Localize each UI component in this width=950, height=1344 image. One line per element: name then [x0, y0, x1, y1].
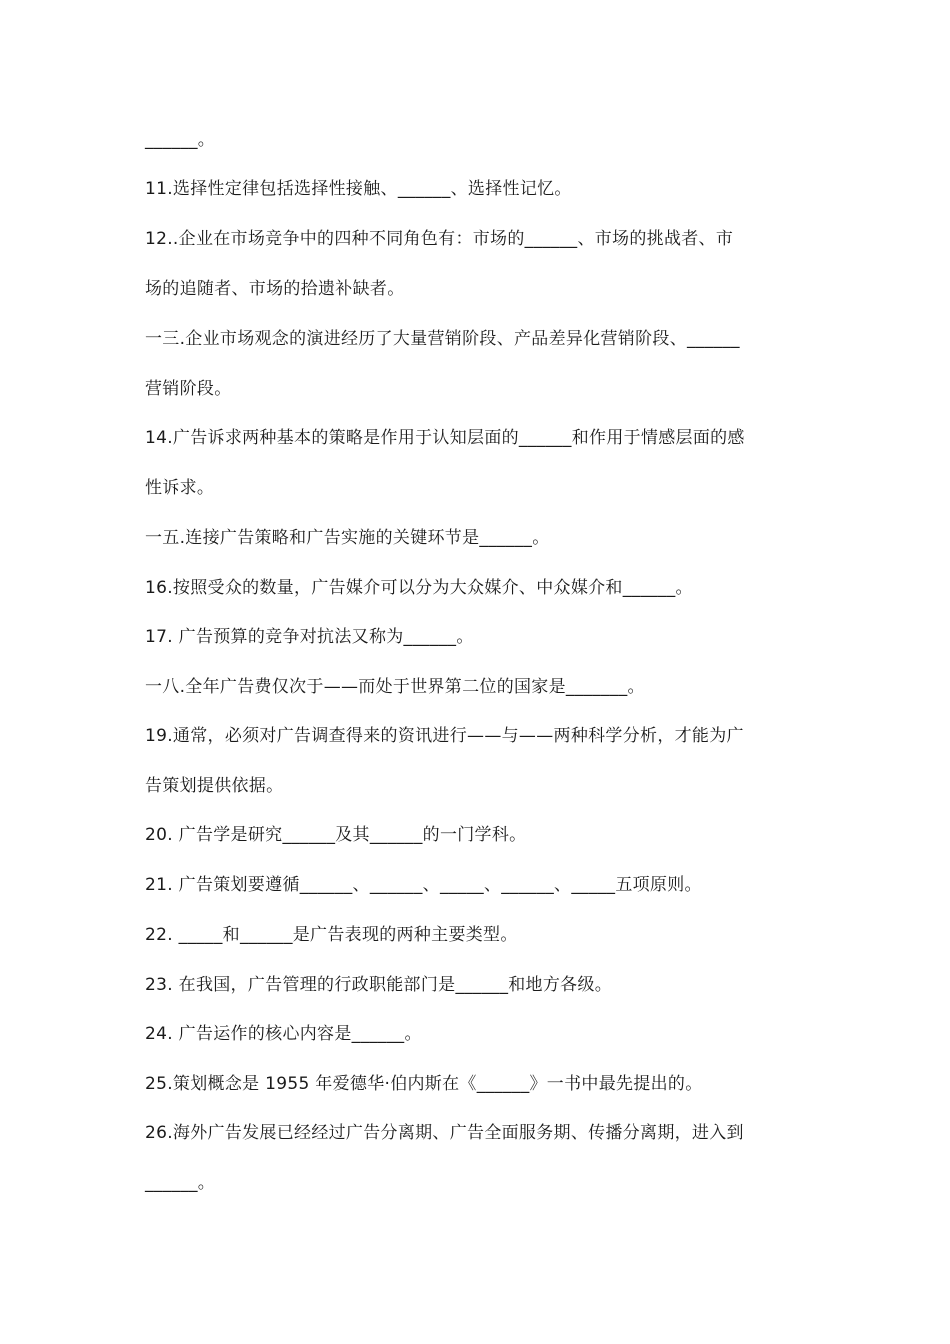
- text-line: ______。: [145, 130, 216, 150]
- question-24: 24. 广告运作的核心内容是______。: [145, 1024, 422, 1044]
- text-line: 营销阶段。: [145, 379, 232, 399]
- question-15: 一五.连接广告策略和广告实施的关键环节是______。: [145, 528, 550, 548]
- question-26: 26.海外广告发展已经经过广告分离期、广告全面服务期、传播分离期，进入到: [145, 1123, 744, 1143]
- text-line: ______。: [145, 1173, 216, 1193]
- question-25: 25.策划概念是 1955 年爱德华·伯内斯在《______》一书中最先提出的。: [145, 1074, 703, 1094]
- question-22: 22. _____和______是广告表现的两种主要类型。: [145, 925, 518, 945]
- text-line: 告策划提供依据。: [145, 776, 284, 796]
- question-14: 14.广告诉求两种基本的策略是作用于认知层面的______和作用于情感层面的感: [145, 428, 745, 448]
- question-17: 17. 广告预算的竞争对抗法又称为______。: [145, 627, 474, 647]
- question-19: 19.通常，必须对广告调查得来的资讯进行——与——两种科学分析，才能为广: [145, 726, 744, 746]
- question-18: 一八.全年广告费仅次于——而处于世界第二位的国家是_______。: [145, 677, 645, 697]
- text-line: 场的追随者、市场的拾遗补缺者。: [145, 279, 405, 299]
- question-23: 23. 在我国，广告管理的行政职能部门是______和地方各级。: [145, 975, 613, 995]
- question-16: 16.按照受众的数量，广告媒介可以分为大众媒介、中众媒介和______。: [145, 578, 693, 598]
- question-12: 12..企业在市场竞争中的四种不同角色有：市场的______、市场的挑战者、市: [145, 229, 734, 249]
- question-11: 11.选择性定律包括选择性接触、______、选择性记忆。: [145, 179, 572, 199]
- question-21: 21. 广告策划要遵循______、______、_____、______、_____五项原则。: [145, 875, 702, 895]
- question-20: 20. 广告学是研究______及其______的一门学科。: [145, 825, 527, 845]
- question-13: 一三.企业市场观念的演进经历了大量营销阶段、产品差异化营销阶段、______: [145, 329, 740, 349]
- text-line: 性诉求。: [145, 478, 215, 498]
